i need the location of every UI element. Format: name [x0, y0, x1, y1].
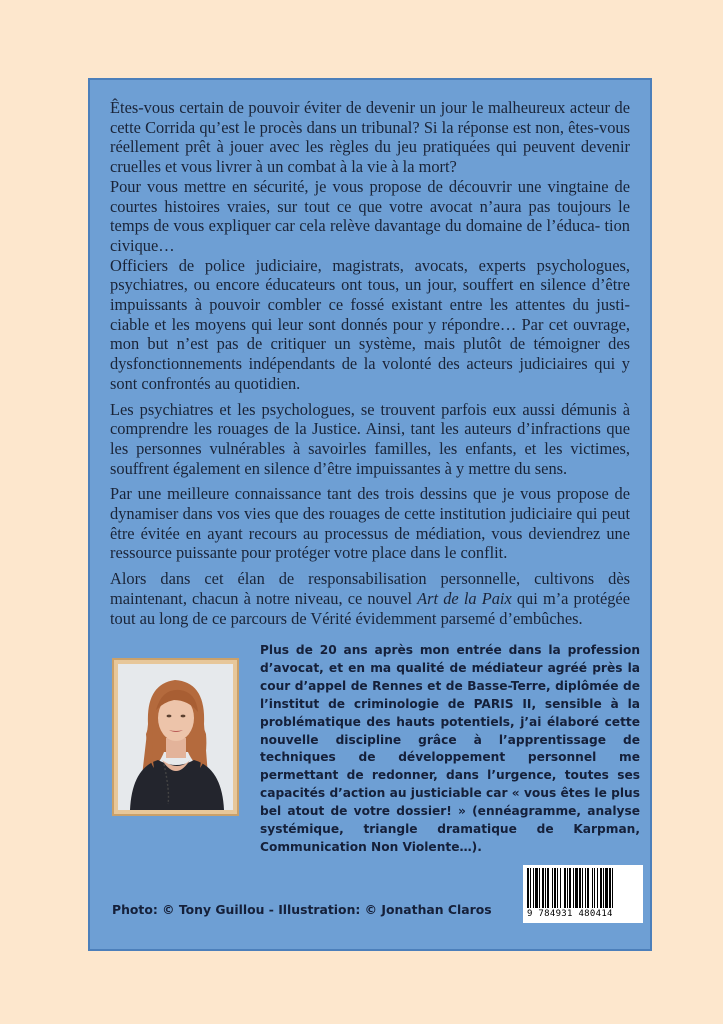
blurb-text: [110, 98, 630, 634]
barcode-bars: [527, 868, 639, 908]
barcode-bar: [557, 868, 558, 908]
book-title-italic: Art de la Paix: [417, 588, 512, 608]
barcode-bar: [612, 868, 613, 908]
barcode-bar: [600, 868, 602, 908]
back-cover-panel: [88, 78, 652, 951]
blurb-paragraph-4: Les psychiatres et les psychologues, se trouvent parfois eux aussi démunis à comprendre les rouages de la Justice. Ainsi, tant les auteurs d’infractions que les personnes vulnérables à savoirles familles, les enfants, et les victimes, souffrent également en silence d’être impuissantes à y mettre du sens.: [110, 399, 630, 478]
barcode-bar: [560, 868, 561, 908]
photo-credits: Photo: © Tony Guillou - Illustration: © Jonathan Claros: [112, 902, 492, 917]
barcode-bar: [539, 868, 540, 908]
blurb-paragraph-2: Pour vous mettre en sécurité, je vous propose de découvrir une vingtaine de courtes histoires vraies, sur tout ce que votre avocat n’aura pas toujours le temps de vous expliquer car cela relève davantage du domaine de l’éduca- tion civique…: [110, 176, 630, 255]
barcode-bar: [530, 868, 531, 908]
barcode-bar: [597, 868, 598, 908]
barcode-bar: [603, 868, 604, 908]
barcode-bar: [579, 868, 581, 908]
barcode-bar: [575, 868, 578, 908]
author-bio: Plus de 20 ans après mon entrée dans la profession d’avocat, et en ma qualité de médiateur agréé près la cour d’appel de Rennes et de Basse-Terre, diplômée de l’institut de criminologie de PARIS II, sensible à la problématique des hauts potentiels, j’ai élaboré cette nouvelle discipline grâce à l’apprentissage de techniques de développement personnel me permettant de redonner, dans l’urgence, toutes ses capacités d’action au justiciable car « vous êtes le plus bel atout de votre dossier! » (ennéagramme, analyse systémique, triangle dramatique de Karpman, Communication Non Violente…).: [260, 643, 640, 854]
author-photo: [118, 664, 233, 810]
barcode-bar: [547, 868, 549, 908]
barcode-bar: [569, 868, 571, 908]
barcode-bar: [567, 868, 568, 908]
barcode-bar: [592, 868, 593, 908]
blurb-paragraph-1: Êtes-vous certain de pouvoir éviter de devenir un jour le malheureux acteur de cette Corrida qu’est le procès dans un tribunal? Si la réponse est non, êtes-vous réellement prêt à jouer avec les règles du jeu pratiquées qui peuvent devenir cruelles et vous livrer à un combat à la vie à la mort?: [110, 98, 630, 177]
barcode-bar: [609, 868, 611, 908]
barcode-bar: [552, 868, 553, 908]
closing-after: qui m’a protégée tout au long de ce parcours de Vérité évidemment parsemé d’embûches.: [110, 588, 630, 628]
closing-before: Alors dans cet élan de responsabilisation personnelle, cultivons dès maintenant, chacun à notre niveau, ce nouvel: [110, 569, 630, 608]
author-photo-frame: [112, 658, 239, 816]
barcode-bar: [573, 868, 574, 908]
blurb-closing-paragraph: [110, 569, 630, 628]
barcode-bar: [582, 868, 583, 908]
barcode-bar: [554, 868, 556, 908]
isbn-barcode: [523, 865, 643, 923]
barcode-bar: [527, 868, 529, 908]
isbn-number: 9 784931 480414: [527, 909, 613, 919]
barcode-bar: [585, 868, 586, 908]
barcode-bar: [564, 868, 566, 908]
barcode-bar: [605, 868, 608, 908]
barcode-bar: [594, 868, 595, 908]
barcode-bar: [542, 868, 544, 908]
blurb-paragraph-3: Officiers de police judiciaire, magistrats, avocats, experts psychologues, psychiatres, ou encore éducateurs ont tous, un jour, souffert en silence d’être impuissants à pouvoir combler ce fossé existant entre les attentes du justi- ciable et les moyens qui leur sont donnés pour y répondre… Par cet ouvrage, mon but n’est pas de critiquer un système, mais plutôt de témoigner des dysfonctionnements indépendants de la volonté des acteurs judiciaires qui y sont confrontés au quotidien.: [110, 255, 630, 393]
author-portrait-image: [118, 664, 233, 810]
barcode-bar: [587, 868, 589, 908]
barcode-bar: [535, 868, 538, 908]
barcode-bar: [533, 868, 534, 908]
barcode-bar: [545, 868, 546, 908]
blurb-paragraph-5: Par une meilleure connaissance tant des trois dessins que je vous propose de dynamiser dans vos vies que des rouages de cette institution judiciaire qui peut être évitée en ayant recours au processus de médiation, vous deviendrez une ressource puissante pour protéger votre place dans le conflit.: [110, 484, 630, 563]
